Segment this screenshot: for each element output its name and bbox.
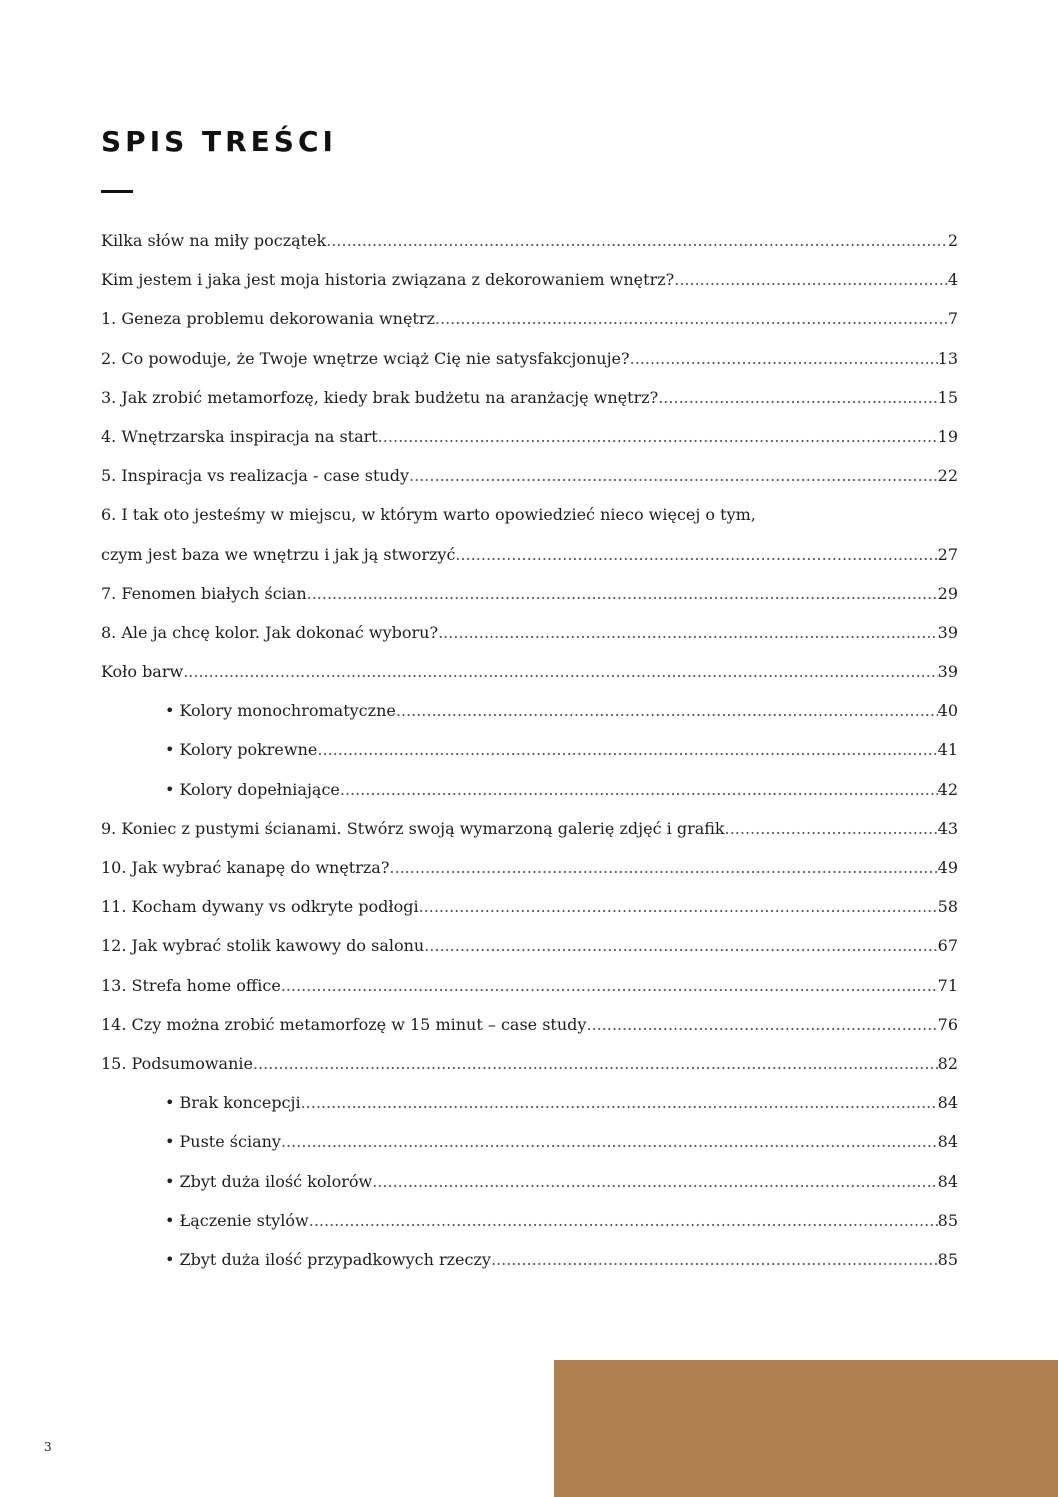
dot-leader (253, 1044, 938, 1083)
accent-block (554, 1360, 1058, 1497)
toc-entry[interactable] (101, 1044, 958, 1083)
toc-entry-page: 13 (937, 348, 958, 368)
toc-entry-title: • Kolory pokrewne (165, 740, 318, 760)
toc-entry-page: 49 (937, 858, 958, 877)
dot-leader (281, 966, 938, 1005)
dot-leader (586, 1005, 937, 1044)
toc-entry[interactable] (101, 221, 958, 260)
toc-entry-title: Koło barw (101, 662, 184, 682)
toc-entry-page: 4 (947, 270, 958, 290)
dot-leader (183, 652, 937, 691)
dot-leader (658, 378, 937, 417)
dot-leader (301, 1083, 938, 1122)
dot-leader (317, 730, 937, 769)
toc-entry[interactable] (101, 730, 958, 769)
dot-leader (372, 1162, 937, 1201)
toc-entry[interactable] (101, 691, 958, 730)
toc-entry-title: • Kolory monochromatyczne (165, 701, 396, 721)
toc-entry-page: 85 (937, 1210, 958, 1230)
toc-entry[interactable] (101, 574, 958, 613)
toc-entry[interactable] (101, 1083, 958, 1122)
toc-entry[interactable] (101, 1201, 958, 1240)
toc-entry[interactable] (101, 770, 958, 809)
toc-entry[interactable] (101, 966, 958, 1005)
toc-entry-title: 7. Fenomen białych ścian (101, 583, 307, 603)
toc-entry-title: 8. Ale ja chcę kolor. Jak dokonać wyboru? (101, 622, 439, 642)
toc-entry-title: Kim jestem i jaka jest moja historia związana z dekorowaniem wnętrz? (101, 270, 675, 290)
toc-entry-page: 29 (937, 583, 958, 603)
toc-entry-title: 4. Wnętrzarska inspiracja na start (101, 426, 378, 446)
toc-entry-page: 67 (937, 936, 958, 956)
toc-entry-title: 14. Czy można zrobić metamorfozę w 15 minut – case study (101, 1014, 587, 1034)
dot-leader (725, 809, 938, 848)
toc-entry-title: 5. Inspiracja vs realizacja - case study (101, 466, 410, 486)
toc-entry[interactable] (101, 378, 958, 417)
toc-entry-page: 42 (937, 779, 958, 799)
toc-entry[interactable] (101, 1162, 958, 1201)
dot-leader (409, 456, 938, 495)
toc-entry[interactable] (101, 848, 958, 887)
dot-leader (419, 887, 938, 926)
table-of-contents (101, 221, 958, 1279)
dot-leader (438, 613, 938, 652)
dot-leader (630, 339, 938, 378)
toc-entry-page: 2 (947, 231, 958, 250)
dot-leader (389, 848, 937, 887)
toc-entry-title: czym jest baza we wnętrzu i jak ją stworzyć (101, 544, 456, 564)
page-title: SPIS TREŚCI (101, 125, 337, 158)
toc-entry[interactable] (101, 809, 958, 848)
dot-leader (307, 574, 938, 613)
toc-entry-page: 22 (937, 466, 958, 486)
toc-entry[interactable] (101, 887, 958, 926)
toc-entry-title: 13. Strefa home office (101, 975, 281, 995)
toc-entry[interactable] (101, 1005, 958, 1044)
toc-entry-page: 39 (937, 622, 958, 642)
toc-entry[interactable] (101, 926, 958, 965)
dot-leader (435, 299, 948, 338)
toc-entry-title: 15. Podsumowanie (101, 1053, 253, 1073)
toc-entry-page: 71 (937, 975, 958, 995)
toc-entry-title: • Puste ściany (165, 1132, 281, 1152)
toc-entry-title: 2. Co powoduje, że Twoje wnętrze wciąż Cię nie satysfakcjonuje? (101, 348, 630, 368)
toc-entry-page: 76 (937, 1014, 958, 1034)
toc-entry-page: 84 (937, 1171, 958, 1191)
toc-entry-title: 12. Jak wybrać stolik kawowy do salonu (101, 936, 425, 956)
dot-leader (281, 1122, 938, 1161)
toc-entry-title: • Łączenie stylów (165, 1210, 309, 1230)
toc-entry-page: 85 (937, 1249, 958, 1269)
toc-entry-page: 40 (937, 701, 958, 721)
title-underline (101, 190, 133, 193)
toc-entry-page: 7 (947, 309, 958, 329)
toc-entry[interactable] (101, 495, 958, 534)
toc-entry-title: 9. Koniec z pustymi ścianami. Stwórz swoją wymarzoną galerię zdjęć i grafik (101, 818, 725, 838)
toc-entry-title: 11. Kocham dywany vs odkryte podłogi (101, 897, 419, 917)
toc-entry[interactable] (101, 260, 958, 299)
dot-leader (674, 260, 948, 299)
toc-entry[interactable] (101, 613, 958, 652)
toc-entry-title: 3. Jak zrobić metamorfozę, kiedy brak budżetu na aranżację wnętrz? (101, 387, 659, 407)
toc-entry-page: 19 (937, 426, 958, 446)
toc-entry-title: 1. Geneza problemu dekorowania wnętrz (101, 309, 435, 329)
toc-entry[interactable] (101, 417, 958, 456)
toc-entry-title: • Zbyt duża ilość kolorów (165, 1171, 373, 1191)
toc-entry-page: 82 (937, 1053, 958, 1073)
toc-entry[interactable] (101, 1240, 958, 1279)
toc-entry-page: 58 (937, 897, 958, 917)
toc-entry-page: 15 (937, 387, 958, 407)
toc-entry[interactable] (101, 339, 958, 378)
dot-leader (309, 1201, 938, 1240)
dot-leader (396, 691, 938, 730)
dot-leader (491, 1240, 938, 1279)
toc-entry-page: 84 (937, 1132, 958, 1152)
dot-leader (378, 417, 938, 456)
toc-entry-page: 39 (937, 662, 958, 682)
toc-entry-page: 43 (937, 818, 958, 838)
toc-entry-page: 27 (937, 544, 958, 564)
toc-entry-title: • Brak koncepcji (165, 1093, 301, 1113)
toc-entry-title: • Kolory dopełniające (165, 779, 340, 799)
toc-entry-title: 6. I tak oto jesteśmy w miejscu, w którym warto opowiedzieć nieco więcej o tym, (101, 505, 756, 525)
toc-entry-title: • Zbyt duża ilość przypadkowych rzeczy (165, 1249, 491, 1269)
toc-entry[interactable] (101, 652, 958, 691)
toc-entry-page: 84 (937, 1093, 958, 1113)
dot-leader (424, 926, 937, 965)
dot-leader (340, 770, 938, 809)
toc-entry-title: Kilka słów na miły początek (101, 231, 327, 250)
toc-entry[interactable] (101, 535, 958, 574)
toc-entry[interactable] (101, 1122, 958, 1161)
dot-leader (455, 535, 937, 574)
toc-entry[interactable] (101, 299, 958, 338)
dot-leader (326, 221, 948, 260)
toc-entry[interactable] (101, 456, 958, 495)
toc-entry-title: 10. Jak wybrać kanapę do wnętrza? (101, 858, 390, 877)
page-number: 3 (44, 1440, 52, 1454)
toc-entry-page: 41 (937, 740, 958, 760)
